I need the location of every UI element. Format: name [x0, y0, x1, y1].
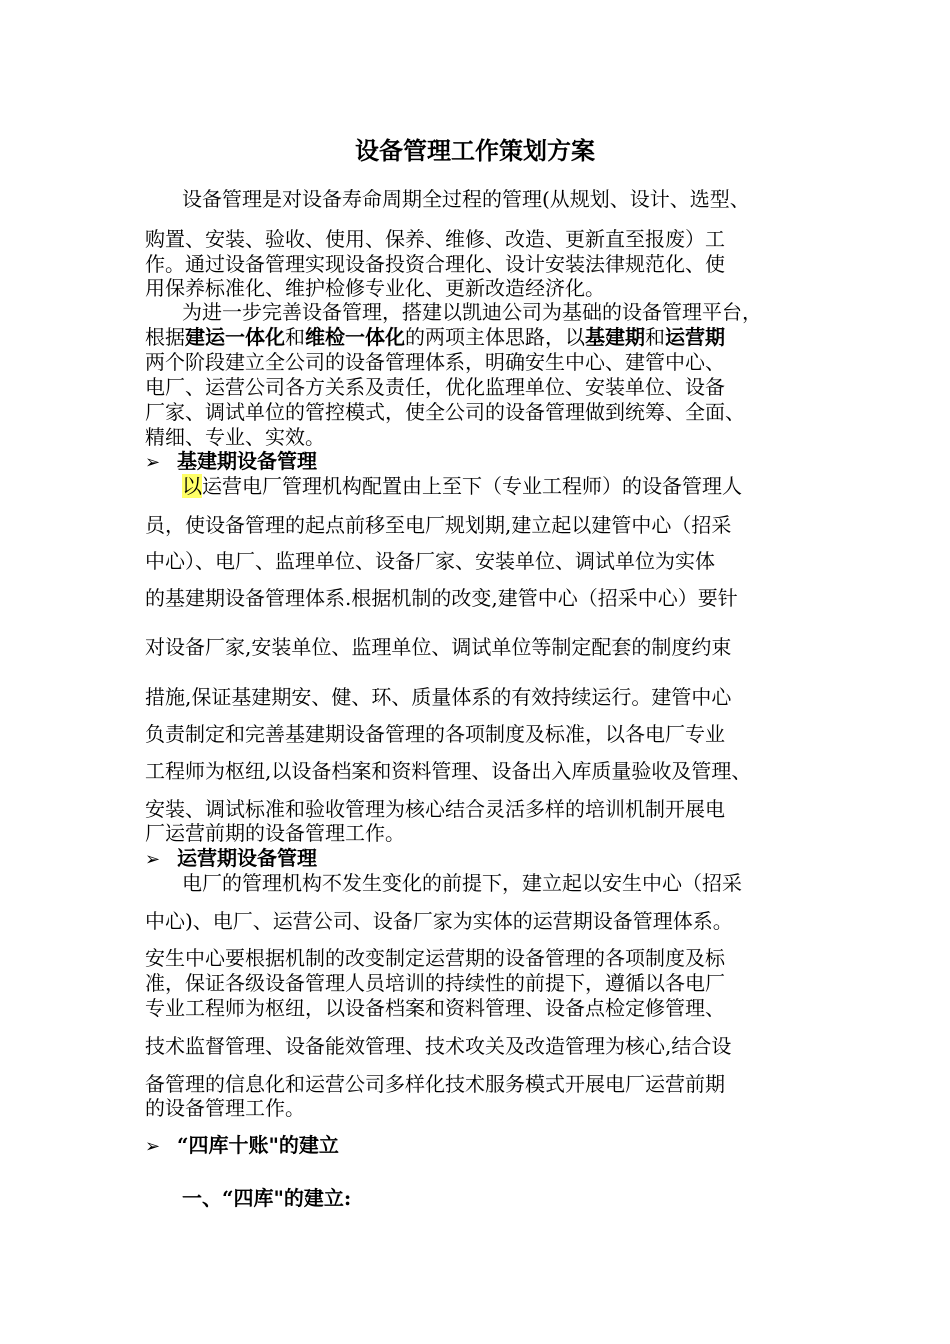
s1-line-7: 负责制定和完善基建期设备管理的各项制度及标准，以各电厂专业: [145, 722, 725, 746]
p2-line-2: [145, 324, 725, 350]
p2-line-6: 精细、专业、实效。: [145, 425, 325, 449]
p2-line-5: 厂家、调试单位的管控模式，使全公司的设备管理做到统筹、全面、: [145, 400, 745, 424]
p2-bold-term: 建运一体化: [185, 325, 285, 349]
p2-text: 和: [285, 325, 305, 349]
s2-line-1: 电厂的管理机构不发生变化的前提下，建立起以安生中心（招采: [182, 871, 742, 895]
heading-text: “四库十账"的建立: [177, 1133, 339, 1157]
p2-text: 和: [645, 325, 665, 349]
section-heading-operation: [145, 845, 317, 873]
s2-line-8: 的设备管理工作。: [145, 1096, 305, 1120]
s2-line-2: 中心)、电厂、运营公司、设备厂家为实体的运营期设备管理体系。: [145, 909, 733, 933]
s1-line-2: 员，使设备管理的起点前移至电厂规划期,建立起以建管中心（招采: [145, 513, 732, 537]
s1-line-6: 措施,保证基建期安、健、环、质量体系的有效持续运行。建管中心: [145, 685, 732, 709]
heading-text: 基建期设备管理: [177, 449, 317, 473]
subheading-four-libraries: 一、“四库"的建立:: [182, 1186, 352, 1210]
s2-line-7: 备管理的信息化和运营公司多样化技术服务模式开展电厂运营前期: [145, 1072, 725, 1096]
p2-line-3: 两个阶段建立全公司的设备管理体系，明确安生中心、建管中心、: [145, 350, 725, 374]
s2-line-3: 安生中心要根据机制的改变制定运营期的设备管理的各项制度及标: [145, 946, 725, 970]
s1-line-4: 的基建期设备管理体系.根据机制的改变,建管中心（招采中心）要针: [145, 586, 738, 610]
p2-bold-term: 基建期: [585, 325, 645, 349]
s1-line-10: 厂运营前期的设备管理工作。: [145, 821, 405, 845]
s2-line-4: 准，保证各级设备管理人员培训的持续性的前提下，遵循以各电厂: [145, 971, 725, 995]
intro-line-2: 购置、安装、验收、使用、保养、维修、改造、更新直至报废）工: [145, 227, 725, 251]
s1-line-1: [182, 473, 742, 499]
intro-line-4: 用保养标准化、维护检修专业化、更新改造经济化。: [145, 276, 605, 300]
s1-line-9: 安装、调试标准和验收管理为核心结合灵活多样的培训机制开展电: [145, 797, 725, 821]
document-title: 设备管理工作策划方案: [355, 136, 595, 165]
p2-text: 根据: [145, 325, 185, 349]
intro-line-3: 作。通过设备管理实现设备投资合理化、设计安装法律规范化、使: [145, 252, 725, 276]
s1-line-8: 工程师为枢纽,以设备档案和资料管理、设备出入库质量验收及管理、: [145, 759, 752, 783]
p2-line-1: 为进一步完善设备管理，搭建以凯迪公司为基础的设备管理平台，: [182, 300, 762, 324]
intro-line-1: 设备管理是对设备寿命周期全过程的管理(从规划、设计、选型、: [182, 187, 750, 211]
s1-line-3: 中心）、电厂、监理单位、设备厂家、安装单位、调试单位为实体: [145, 549, 715, 573]
s2-line-5: 专业工程师为枢纽，以设备档案和资料管理、设备点检定修管理、: [145, 996, 725, 1020]
section-heading-four-libraries: [145, 1132, 339, 1160]
s1-line-1-text: 运营电厂管理机构配置由上至下（专业工程师）的设备管理人: [202, 474, 742, 498]
highlighted-char: 以: [182, 474, 202, 498]
arrow-bullet-icon: ➢: [145, 1136, 161, 1157]
arrow-bullet-icon: ➢: [145, 452, 161, 473]
p2-text: 的两项主体思路，以: [405, 325, 585, 349]
p2-bold-term: 运营期: [665, 325, 725, 349]
arrow-bullet-icon: ➢: [145, 849, 161, 870]
s1-line-5: 对设备厂家,安装单位、监理单位、调试单位等制定配套的制度约束: [145, 635, 732, 659]
p2-line-4: 电厂、运营公司各方关系及责任，优化监理单位、安装单位、设备: [145, 375, 725, 399]
s2-line-6: 技术监督管理、设备能效管理、技术攻关及改造管理为核心,结合设: [145, 1034, 732, 1058]
section-heading-construction: [145, 448, 317, 476]
heading-text: 运营期设备管理: [177, 846, 317, 870]
p2-bold-term: 维检一体化: [305, 325, 405, 349]
